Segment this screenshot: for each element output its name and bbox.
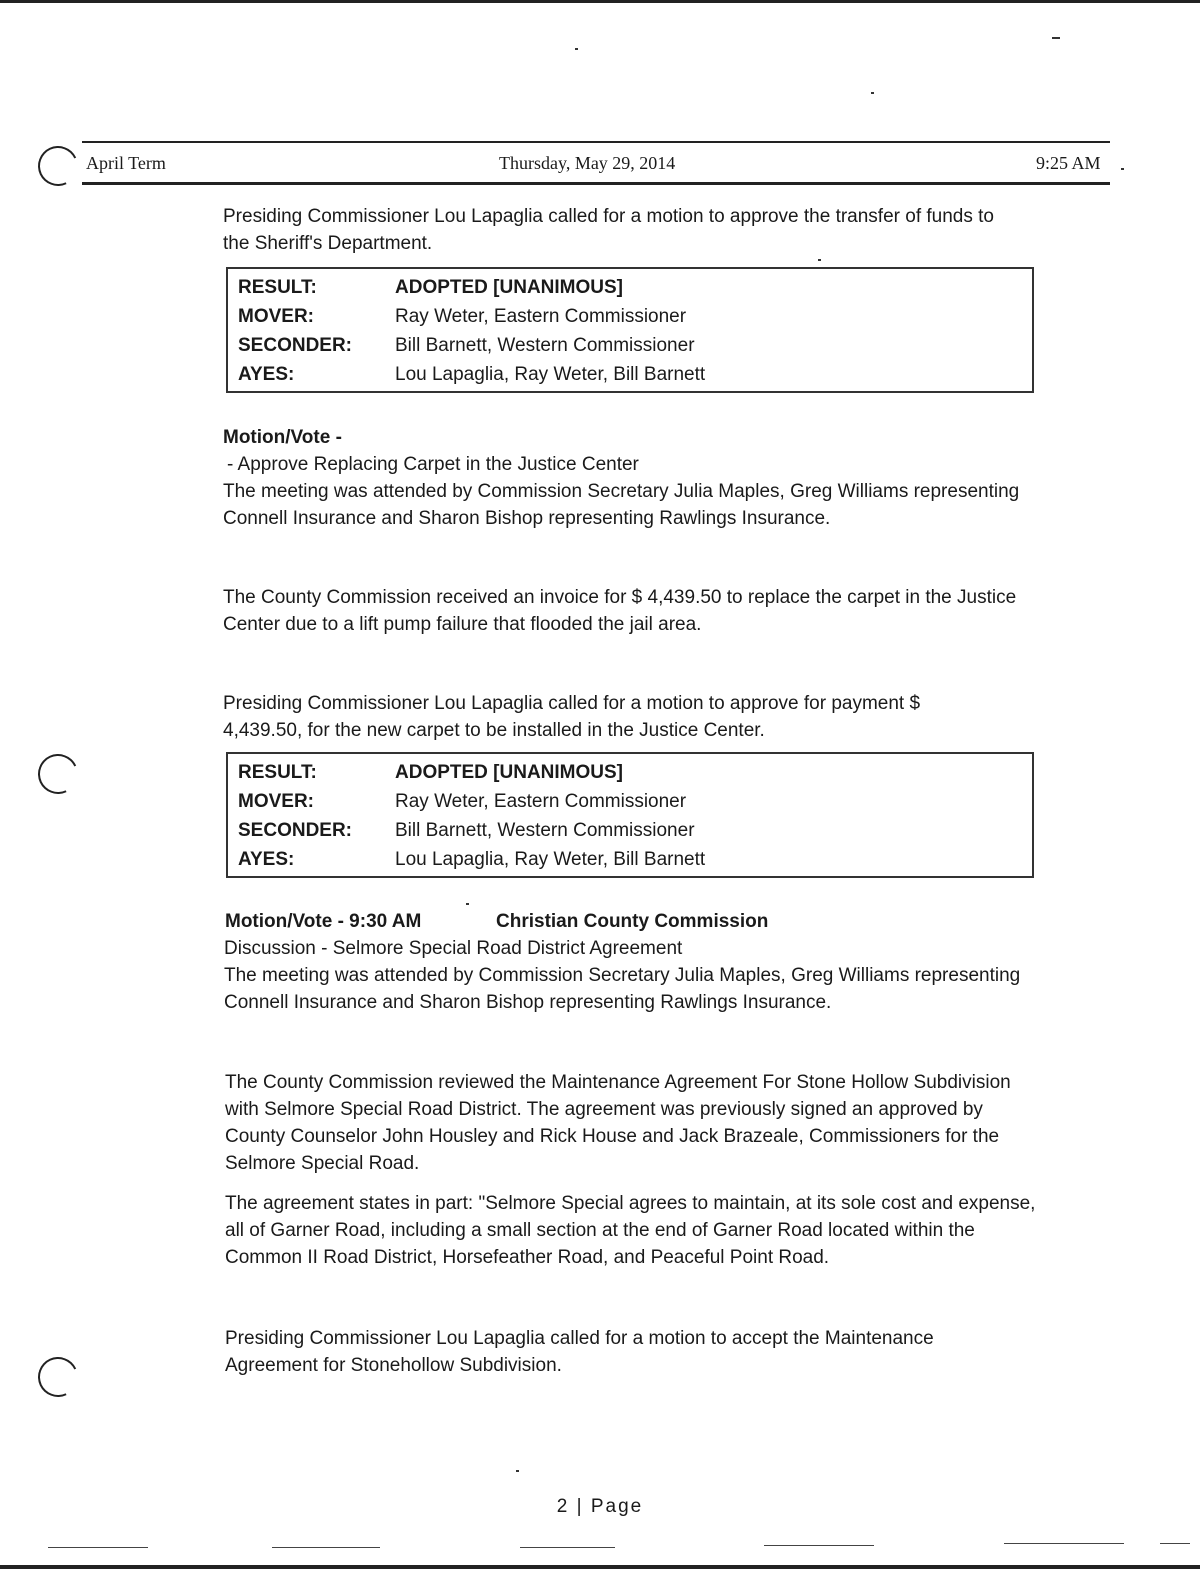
header-rule-top [82,141,1110,143]
accept-motion-text: Presiding Commissioner Lou Lapaglia called for a motion to accept the Maintenance Agreement for Stonehollow Subdivision. [225,1328,934,1376]
motion-vote-heading: Motion/Vote - [223,427,342,448]
page-number: 2 | Page [556,1496,644,1517]
vote-result-box [226,267,1034,393]
motion-vote-subheading: - Approve Replacing Carpet in the Justice Center [227,454,639,475]
mover-label: MOVER: [238,305,314,327]
agreement-review-text: The County Commission reviewed the Maintenance Agreement For Stone Hollow Subdivision with Selmore Special Road District. The agreement was previously signed an approved by County Counselor John Housley and Rick House and Jack Brazeale, Commissioners for the Selmore Special Road. [225,1072,1011,1174]
agreement-quote-text: The agreement states in part: "Selmore Special agrees to maintain, at its sole cost and expense, all of Garner Road, including a small section at the end of Garner Road located within the Common II Road District, Horsefeather Road, and Peaceful Point Road. [225,1193,1036,1268]
scan-speck [871,92,874,94]
ayes-label: AYES: [238,848,295,870]
scan-dash [272,1547,380,1548]
ayes-value: Lou Lapaglia, Ray Weter, Bill Barnett [395,363,706,385]
vote-row-result [228,273,1032,302]
punch-hole [32,140,83,191]
mover-value: Ray Weter, Eastern Commissioner [395,305,687,327]
header-term: April Term [86,153,166,173]
scan-speck [1121,168,1124,170]
mover-label: MOVER: [238,790,314,812]
payment-motion-text: Presiding Commissioner Lou Lapaglia called for a motion to approve for payment $ 4,439.50, for the new carpet to be installed in the Justice Center. [223,693,921,741]
seconder-value: Bill Barnett, Western Commissioner [395,819,695,841]
vote-row-seconder [228,331,1032,360]
seconder-value: Bill Barnett, Western Commissioner [395,334,695,356]
mover-value: Ray Weter, Eastern Commissioner [395,790,687,812]
result-label: RESULT: [238,276,317,298]
invoice-text: The County Commission received an invoice for $ 4,439.50 to replace the carpet in the Justice Center due to a lift pump failure that flooded the jail area. [223,587,1017,635]
scan-speck [818,259,821,261]
scan-dash [1160,1543,1190,1544]
transfer-motion-text: Presiding Commissioner Lou Lapaglia called for a motion to approve the transfer of funds to the Sheriff's Department. [223,206,994,254]
vote-row-mover [228,302,1032,331]
result-value: ADOPTED [UNANIMOUS] [395,761,623,783]
vote-row-ayes [228,845,1032,874]
ayes-label: AYES: [238,363,295,385]
motion-vote-heading-prefix: Motion/Vote - 9:30 AM [225,911,422,932]
result-value: ADOPTED [UNANIMOUS] [395,276,623,298]
punch-hole [32,1351,83,1402]
scan-dash [520,1547,615,1548]
scan-dash [1004,1543,1124,1544]
punch-hole [32,748,83,799]
scan-top-edge [0,0,1200,3]
header-time: 9:25 AM [1036,153,1101,173]
scan-bottom-edge [0,1565,1200,1569]
vote-row-result [228,758,1032,787]
attendance-text: The meeting was attended by Commission Secretary Julia Maples, Greg Williams representing Connell Insurance and Sharon Bishop representing Rawlings Insurance. [224,965,1021,1013]
scan-speck [466,903,469,905]
seconder-label: SECONDER: [238,334,353,356]
vote-row-mover [228,787,1032,816]
scan-dash [764,1545,874,1546]
scan-speck [516,1470,519,1472]
scan-speck [1052,37,1060,39]
header-rule-bottom [82,182,1110,185]
seconder-label: SECONDER: [238,819,353,841]
ayes-value: Lou Lapaglia, Ray Weter, Bill Barnett [395,848,706,870]
motion-vote-heading-body: Christian County Commission [496,911,769,932]
scan-speck [575,48,578,50]
vote-row-seconder [228,816,1032,845]
attendance-text: The meeting was attended by Commission Secretary Julia Maples, Greg Williams representing Connell Insurance and Sharon Bishop representing Rawlings Insurance. [223,481,1020,529]
scan-dash [48,1547,148,1548]
header-date: Thursday, May 29, 2014 [499,153,676,173]
vote-result-box [226,752,1034,878]
discussion-text: Discussion - Selmore Special Road District Agreement [224,938,683,959]
vote-row-ayes [228,360,1032,389]
result-label: RESULT: [238,761,317,783]
